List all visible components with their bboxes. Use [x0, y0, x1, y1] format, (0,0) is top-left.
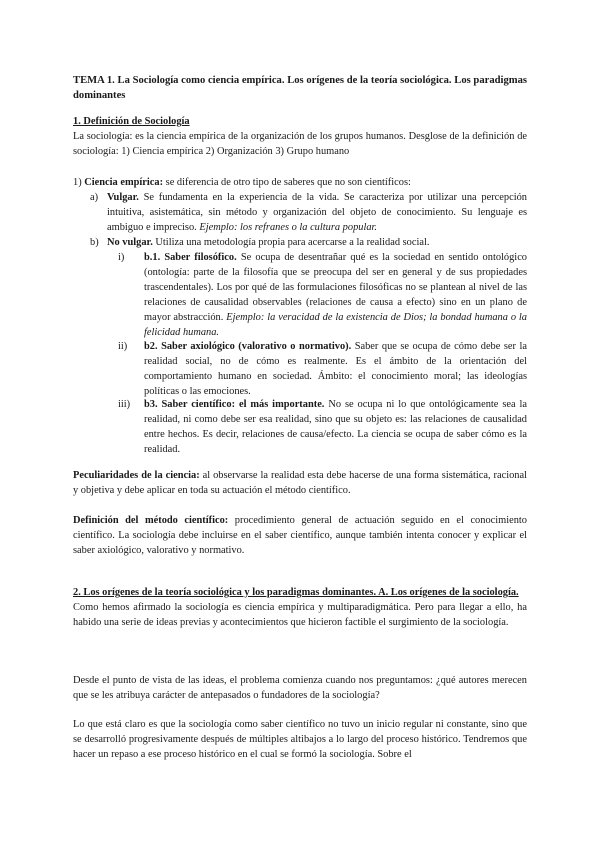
section-2-heading: 2. Los orígenes de la teoría sociológica y los paradigmas dominantes. A. Los orígenes de la sociología. [73, 587, 519, 598]
item-a-text [107, 190, 527, 235]
peculiaridades-text [73, 468, 527, 498]
item-i-marker: i) [118, 252, 125, 263]
item-i-label: b.1. Saber filosófico. [144, 252, 237, 263]
definicion-metodo-paragraph [73, 513, 527, 558]
item-iii-text [144, 397, 527, 457]
point-1-number: 1) [73, 177, 82, 188]
item-iii [118, 397, 527, 457]
item-i [118, 250, 527, 340]
item-a-label: Vulgar. [107, 192, 139, 203]
definicion-metodo-text [73, 513, 527, 558]
item-b-label: No vulgar. [107, 237, 153, 248]
section-2-paragraph-2-block [73, 673, 527, 703]
section-2-paragraph-2: Desde el punto de vista de las ideas, el problema comienza cuando nos preguntamos: ¿qué autores merecen que se les atribuya carácter de antepasados o fundadores de la sociología? [73, 675, 527, 701]
point-1-text [73, 175, 527, 190]
item-iii-body: No se ocupa ni lo que ontológicamente sea la realidad, ni como debe ser esa realidad, sino que su objeto es: las relaciones de causalidad entre hechos. Es decir, relaciones de causa/efecto. La ciencia se ocupa de saber cómo es la realidad. [144, 399, 527, 455]
item-b [90, 235, 527, 250]
definicion-metodo-body: procedimiento general de actuación seguido en el conocimiento científico. La sociología debe incluirse en el saber científico, aunque también intenta conocer y explicar el saber axiológico, valorativo y normativo. [73, 515, 528, 556]
point-1-label: Ciencia empírica: [84, 177, 164, 188]
item-i-text [144, 250, 527, 340]
section-2-paragraph-3: Lo que está claro es que la sociología como saber científico no tuvo un inicio regular ni constante, sino que se desarrolló progresivamente después de múltiples altibajos a lo largo del proceso histórico. Tendremos que hacer un repaso a ese proceso histórico en el cual se formó la sociología. Sobre el [73, 719, 527, 760]
section-1 [73, 114, 527, 159]
peculiaridades-paragraph [73, 468, 527, 498]
document-title: TEMA 1. La Sociología como ciencia empírica. Los orígenes de la teoría sociológica. Los paradigmas dominantes [73, 75, 527, 101]
item-ii-label: b2. Saber axiológico (valorativo o normativo). [144, 341, 352, 352]
item-i-example: Ejemplo: la veracidad de la existencia de Dios; la bondad humana o la felicidad humana. [144, 312, 528, 338]
section-2 [73, 585, 527, 630]
section-1-heading: 1. Definición de Sociología [73, 116, 190, 127]
item-b-body: Utiliza una metodología propia para acercarse a la realidad social. [152, 237, 430, 248]
peculiaridades-body: al observarse la realidad esta debe hacerse de una forma sistemática, racional y objetiva y debe aplicar en toda su actuación el método científico. [73, 470, 527, 496]
peculiaridades-label: Peculiaridades de la ciencia: [73, 470, 200, 481]
item-b-text [107, 235, 527, 250]
item-a-marker: a) [90, 192, 99, 203]
item-iii-label: b3. Saber científico: el más importante. [144, 399, 325, 410]
item-ii-marker: ii) [118, 341, 128, 352]
item-iii-marker: iii) [118, 399, 131, 410]
item-a-example: Ejemplo: los refranes o la cultura popular. [199, 222, 378, 233]
section-1-intro: La sociología: es la ciencia empírica de la organización de los grupos humanos. Desglose de la definición de sociología: 1) Ciencia empírica 2) Organización 3) Grupo humano [73, 131, 527, 157]
item-ii-body: Saber que se ocupa de cómo debe ser la realidad social, no de cómo es realmente. Es el ámbito de la orientación del comportamiento humano en sociedad. Ámbito: el conocimiento moral; las ideologías políticas o las emociones. [144, 341, 527, 397]
point-1-body: se diferencia de otro tipo de saberes que no son científicos: [163, 177, 411, 188]
section-2-paragraph-1: Como hemos afirmado la sociología es ciencia empírica y multiparadigmática. Pero para llegar a ello, ha habido una serie de ideas previas y acontecimientos que hicieron factible el surgimiento de la sociología. [73, 602, 527, 628]
item-b-marker: b) [90, 237, 99, 248]
item-a [90, 190, 527, 235]
item-ii-text [144, 339, 527, 399]
section-2-paragraph-3-block [73, 717, 527, 762]
definicion-metodo-label: Definición del método científico: [73, 515, 229, 526]
point-1 [73, 175, 527, 190]
item-i-body: Se ocupa de desentrañar qué es la sociedad en sentido ontológico (ontología: parte de la filosofía que se preocupa del ser en general y de sus propiedades trascendentales). Los por qué de las formulaciones filosóficas no se plantean al nivel de las relaciones de causalidad observables (relaciones de causa a efecto) sino en un plano de mayor abstracción. [144, 252, 527, 323]
document-title-block [73, 73, 527, 103]
item-a-body: Se fundamenta en la experiencia de la vida. Se caracteriza por utilizar una percepción intuitiva, asistemática, sin método y organización del objeto de conocimiento. Su lenguaje es ambiguo e impreciso. [107, 192, 527, 233]
item-ii [118, 339, 527, 399]
